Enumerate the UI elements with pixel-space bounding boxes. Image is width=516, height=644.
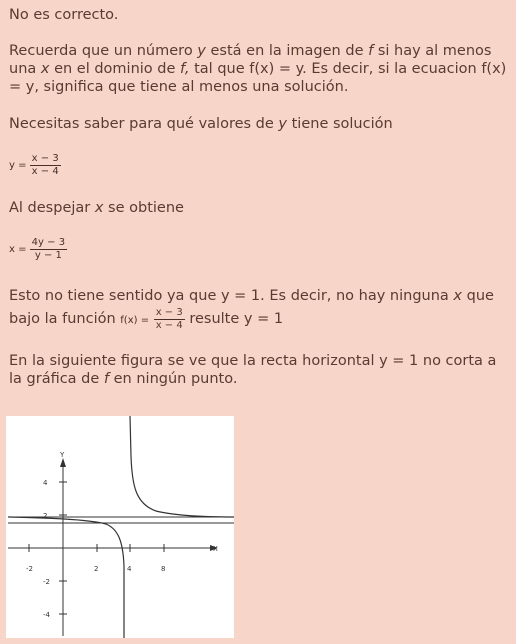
equation-x: x = $\frac{4y - 3}{y - 1}$ [9, 236, 66, 261]
equation-y: y = $\frac{x - 3}{x - 4}$ [9, 152, 59, 177]
y-axis-arrow [60, 458, 66, 467]
explanation-image-definition: Recuerda que un número y está en la imagen de f si hay al menos una x en el dominio de f, tal que f(x) = y. Es decir, si la ecuacion f(x) = y, significa que tiene al menos una solución. [9, 43, 507, 95]
curve-right-branch [130, 416, 234, 517]
x-tick-label: 8 [161, 565, 166, 573]
solve-for-x-text: Al despejar x se obtiene [9, 200, 184, 216]
y-tick-label: 4 [43, 479, 48, 487]
conclusion-line-1: Esto no tiene sentido ya que y = 1. Es decir, no hay ninguna x que [9, 288, 494, 304]
need-values-text: Necesitas saber para qué valores de y tiene solución [9, 116, 393, 132]
x-tick-label: 4 [127, 565, 132, 573]
y-tick-label: -2 [43, 578, 50, 586]
conclusion-line-2: bajo la función f(x) = $\frac{x - 3}{x - 4}$ resulte y = 1 [9, 306, 284, 331]
curve-left-branch [8, 517, 124, 638]
y-axis-label: Y [60, 451, 65, 459]
y-tick-label: 2 [43, 512, 48, 520]
incorrect-message: No es correcto. [9, 7, 119, 23]
fraction: $\frac{x - 3}{x - 4}$ [155, 306, 183, 331]
function-graph [6, 416, 234, 638]
y-tick-label: -4 [43, 611, 50, 619]
graph-svg [6, 416, 234, 638]
fraction: $\frac{4y - 3}{y - 1}$ [31, 236, 66, 261]
x-axis-label: X [213, 545, 218, 553]
x-tick-label: -2 [26, 565, 33, 573]
x-tick-label: 2 [94, 565, 99, 573]
fraction: $\frac{x - 3}{x - 4}$ [31, 152, 59, 177]
figure-description: En la siguiente figura se ve que la recta horizontal y = 1 no corta a la gráfica de f en ningún punto. [9, 353, 497, 387]
